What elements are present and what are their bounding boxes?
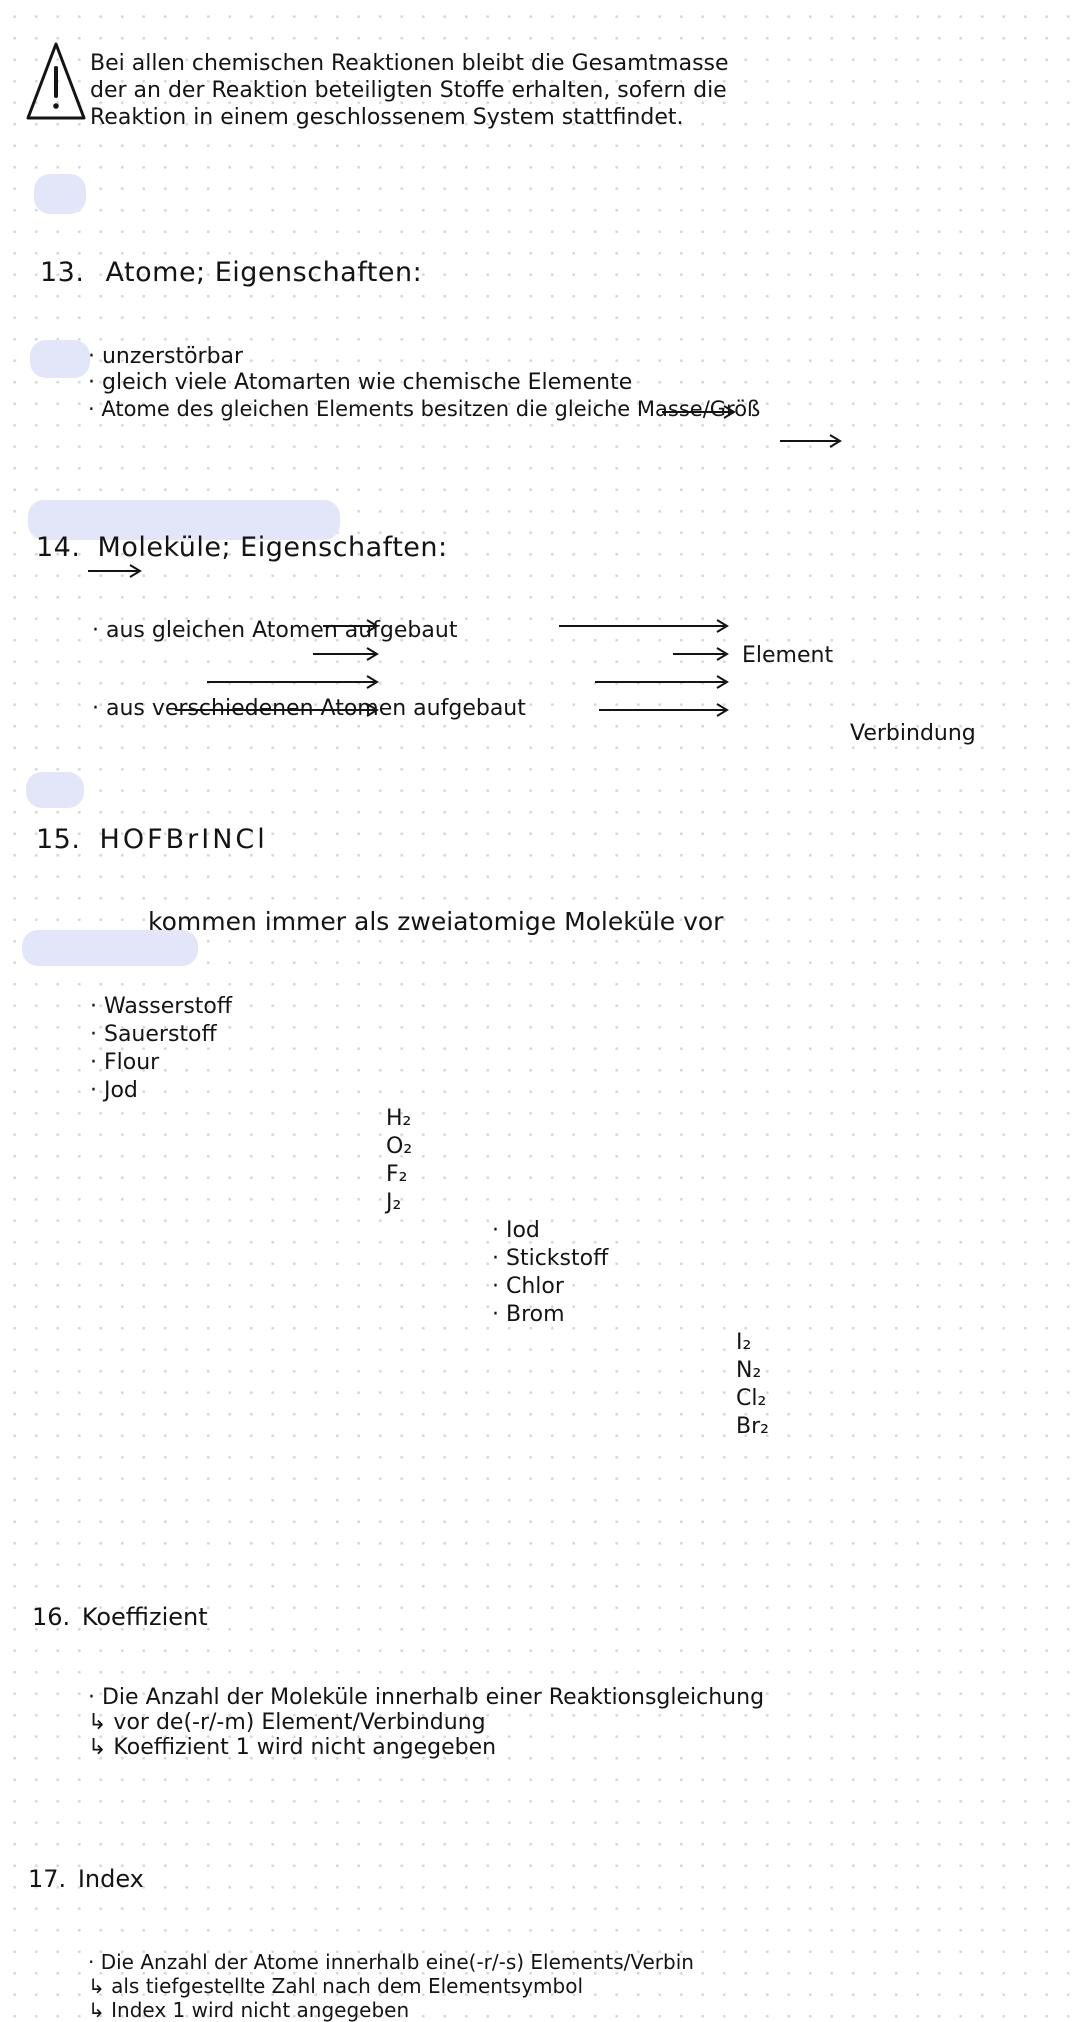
formula: O₂ — [386, 1134, 413, 1159]
diatomic-right-names — [492, 1217, 1080, 1329]
list-item: ↳ als tiefgestellte Zahl nach dem Elementsymbol — [88, 1974, 584, 1998]
item-text: · aus verschiedenen Atomen aufgebaut — [92, 696, 526, 721]
section-number: 14. — [36, 532, 81, 563]
element-name: · Sauerstoff — [90, 1022, 217, 1047]
formula: N₂ — [736, 1358, 762, 1383]
element-name: · Jod — [90, 1078, 138, 1103]
section-number: 15. — [36, 824, 81, 855]
element-name: · Brom — [492, 1302, 565, 1327]
arrow-icon — [86, 561, 146, 581]
formula: Cl₂ — [736, 1386, 767, 1411]
element-name: · Chlor — [492, 1274, 564, 1299]
section-15-heading — [36, 824, 1080, 855]
note-line: Bei allen chemischen Reaktionen bleibt die Gesamtmasse — [90, 51, 729, 76]
list-item: · Die Anzahl der Atome innerhalb eine(-r/-s) Elements/Verbin — [88, 1950, 694, 1974]
diatomic-left-names — [90, 993, 1080, 1105]
list-item: · Die Anzahl der Moleküle innerhalb einer Reaktionsgleichung — [88, 1685, 765, 1710]
element-name: · Wasserstoff — [90, 994, 233, 1019]
note-line: Reaktion in einem geschlossenem System stattfindet. — [90, 105, 684, 130]
note-line: der an der Reaktion beteiligten Stoffe erhalten, sofern die — [90, 78, 727, 103]
formula: H₂ — [386, 1106, 412, 1131]
section-14-item — [92, 618, 1080, 643]
section-13-list — [88, 344, 1080, 422]
diatomic-left-formulas — [386, 1105, 1080, 1217]
list-item: ↳ Index 1 wird nicht angegeben — [88, 1998, 410, 2022]
section-14-item — [92, 696, 1080, 721]
result-compound: Verbindung — [850, 721, 976, 746]
section-title: Index — [77, 1865, 144, 1893]
section-title: Moleküle; Eigenschaften: — [97, 532, 448, 563]
number-highlight — [34, 174, 86, 214]
warning-triangle-icon — [26, 40, 86, 124]
number-highlight — [30, 340, 90, 378]
diatomic-right-formulas — [736, 1329, 1080, 1441]
section-title: Koeffizient — [81, 1603, 208, 1631]
list-item: · gleich viele Atomarten wie chemische Elemente — [88, 370, 633, 395]
section-number: 16. — [32, 1603, 71, 1631]
result-element: Element — [742, 643, 834, 668]
number-highlight — [26, 772, 84, 808]
element-name: · Flour — [90, 1050, 160, 1075]
list-item: · unzerstörbar — [88, 344, 244, 369]
formula: J₂ — [386, 1190, 402, 1215]
section-13-heading — [40, 257, 1080, 288]
section-title: HOFBrINCl — [99, 824, 268, 855]
element-name: · Iod — [492, 1218, 540, 1243]
section-16-heading — [32, 1603, 1080, 1631]
item-text: · aus gleichen Atomen aufgebaut — [92, 618, 458, 643]
list-item: ↳ Koeffizient 1 wird nicht angegeben — [88, 1735, 497, 1760]
element-name: · Stickstoff — [492, 1246, 609, 1271]
section-17-list — [88, 1950, 1080, 2022]
mass-conservation-note — [90, 50, 1080, 131]
list-item: · Atome des gleichen Elements besitzen die gleiche Masse/Größ — [88, 397, 761, 421]
section-number: 13. — [40, 257, 85, 288]
formula: Br₂ — [736, 1414, 769, 1439]
section-15-intro: kommen immer als zweiatomige Moleküle vor — [148, 907, 724, 936]
list-item: ↳ vor de(-r/-m) Element/Verbindung — [88, 1710, 486, 1735]
section-16-list — [88, 1685, 1080, 1760]
section-17-heading — [28, 1865, 1080, 1893]
formula: I₂ — [736, 1330, 752, 1355]
section-title: Atome; Eigenschaften: — [105, 257, 423, 288]
formula: F₂ — [386, 1162, 408, 1187]
arrow-icon — [778, 431, 846, 451]
section-14-heading — [36, 532, 1080, 563]
section-number: 17. — [28, 1865, 67, 1893]
